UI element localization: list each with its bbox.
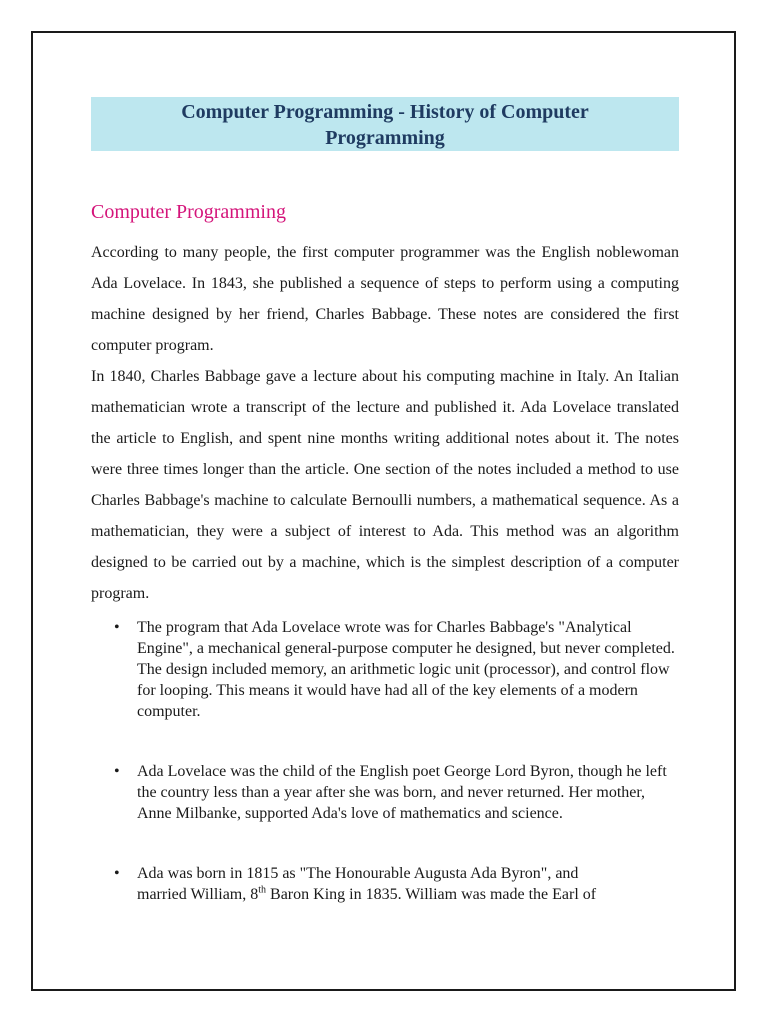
body-text: [91, 237, 679, 609]
bullet-icon: •: [114, 763, 120, 780]
list-item-text: [137, 886, 596, 903]
list-item-text: The program that Ada Lovelace wrote was for Charles Babbage's "Analytical Engine", a mechanical general-purpose computer he designed, but never completed. The design included memory, an arithmetic logic unit (processor), and control flow for looping. This means it would have had all of the key elements of a modern computer.: [137, 619, 675, 720]
paragraph: According to many people, the first computer programmer was the English noblewoman Ada Lovelace. In 1843, she published a sequence of steps to perform using a computing machine designed by her friend, Charles Babbage. These notes are considered the first computer program.: [91, 244, 679, 354]
ordinal-suffix: th: [258, 884, 267, 896]
list-item: [91, 617, 679, 722]
list-item-text-line: Ada was born in 1815 as "The Honourable Augusta Ada Byron", and: [137, 865, 579, 882]
text-fragment: married William, 8: [137, 886, 259, 903]
section-heading: Computer Programming: [91, 201, 286, 223]
bullet-list: [91, 617, 679, 905]
text-fragment: Baron King in 1835. William was made the Earl of: [266, 886, 597, 903]
list-item: [91, 761, 679, 824]
list-item-text: Ada Lovelace was the child of the English poet George Lord Byron, though he left the country less than a year after she was born, and never returned. Her mother, Anne Milbanke, supported Ada's love of mathematics and science.: [137, 763, 667, 822]
document-page: [31, 31, 736, 991]
bullet-icon: •: [114, 865, 120, 882]
list-item: [91, 863, 679, 905]
paragraph: In 1840, Charles Babbage gave a lecture about his computing machine in Italy. An Italian mathematician wrote a transcript of the lecture and published it. Ada Lovelace translated the article to English, and spent nine months writing additional notes about it. The notes were three times longer than the article. One section of the notes included a method to use Charles Babbage's machine to calculate Bernoulli numbers, a mathematical sequence. As a mathematician, they were a subject of interest to Ada. This method was an algorithm designed to be carried out by a machine, which is the simplest description of a computer program.: [91, 368, 679, 602]
document-title-box: [91, 97, 679, 151]
bullet-icon: •: [114, 619, 120, 636]
document-title: Computer Programming - History of Computer Programming: [181, 101, 589, 149]
